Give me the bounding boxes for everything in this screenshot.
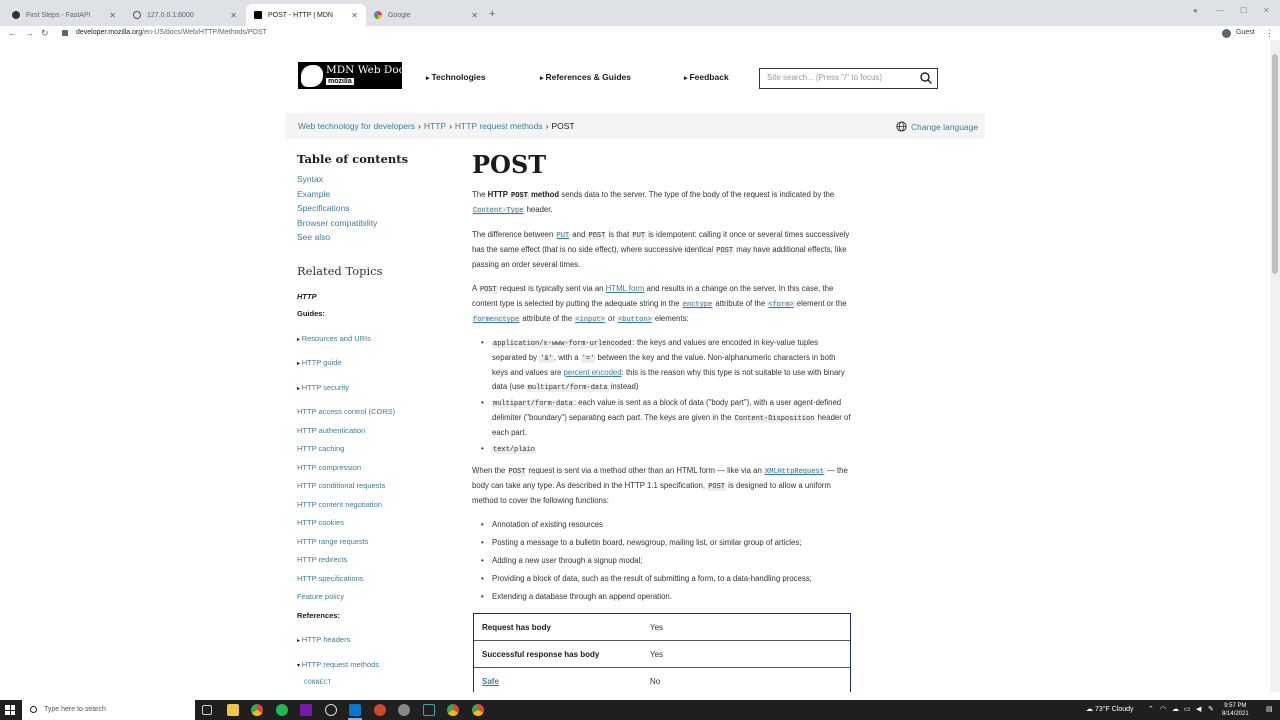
list-item: • multipart/form-data: each value is sent as a block of data ("body part"), with a user agent-defined delimiter ("boundary") separating each part. The keys are given in the Content-Disposition header of each part. bbox=[492, 396, 852, 440]
avatar-icon bbox=[1222, 29, 1231, 38]
close-tab-icon[interactable]: ✕ bbox=[109, 10, 116, 20]
sidebar-item-resources-uris[interactable]: ▸ Resources and URIs bbox=[297, 334, 371, 343]
globe-icon bbox=[896, 121, 907, 132]
nav-technologies[interactable]: ▸ Technologies bbox=[426, 72, 486, 82]
chrome-icon[interactable] bbox=[447, 704, 459, 716]
chrome-icon[interactable] bbox=[251, 704, 263, 716]
search-icon bbox=[30, 706, 37, 713]
spotify-icon[interactable] bbox=[276, 704, 288, 716]
sidebar-link[interactable]: HTTP authentication bbox=[297, 426, 366, 435]
address-bar[interactable] bbox=[56, 26, 1206, 40]
toc-link-see-also[interactable]: See also bbox=[297, 232, 331, 242]
other-method-paragraph: When the POST request is sent via a method other than an HTML form — like via an XMLHttpRequest — the body can take any type. As described in the HTTP 1.1 specification, POST is designed to allow a uniform method to cover the following functions: bbox=[472, 466, 848, 505]
close-tab-icon[interactable]: ✕ bbox=[230, 10, 237, 20]
maximize-icon[interactable]: ☐ bbox=[1240, 6, 1248, 15]
related-topics-heading: Related Topics bbox=[297, 264, 383, 278]
new-tab-button[interactable]: + bbox=[489, 8, 496, 20]
sidebar-item-http-guide[interactable]: ▸ HTTP guide bbox=[297, 358, 342, 367]
clock-time: 9:57 PM bbox=[1224, 703, 1247, 709]
google-favicon-icon bbox=[374, 11, 382, 19]
sidebar-guides-label: Guides: bbox=[297, 309, 325, 318]
tab-google[interactable] bbox=[366, 4, 486, 26]
list-item: • Posting a message to a bulletin board, newsgroup, mailing list, or similar group of articles; bbox=[492, 536, 852, 550]
sidebar-link[interactable]: Feature policy bbox=[297, 592, 345, 601]
safe-link[interactable]: Safe bbox=[482, 677, 499, 686]
notifications-icon[interactable]: ▤ bbox=[1266, 706, 1273, 713]
cloud-icon[interactable]: ☁ bbox=[1172, 706, 1179, 713]
breadcrumb-item[interactable]: Web technology for developers bbox=[298, 121, 416, 131]
toc-link-example[interactable]: Example bbox=[297, 189, 331, 199]
search-icon[interactable] bbox=[920, 72, 932, 84]
globe-favicon-icon bbox=[133, 11, 141, 19]
breadcrumb bbox=[285, 113, 985, 139]
powerpoint-icon[interactable] bbox=[374, 704, 386, 716]
sidebar-link[interactable]: HTTP range requests bbox=[297, 537, 369, 546]
profile-label: Guest bbox=[1236, 29, 1255, 36]
forward-icon[interactable]: → bbox=[25, 28, 34, 38]
logo-sub: mozilla bbox=[328, 78, 352, 85]
put-vs-post-paragraph: The difference between PUT and POST is that PUT is idempotent: calling it once or several times successively has the same effect (that is no side effect), where successive identical POST may have additional effects, like passing an order several times. bbox=[472, 230, 850, 269]
html-form-link[interactable]: HTML form bbox=[605, 284, 645, 293]
sidebar-link[interactable]: HTTP caching bbox=[297, 444, 345, 453]
windows-start-icon[interactable] bbox=[5, 705, 15, 715]
sidebar-link[interactable]: HTTP access control (CORS) bbox=[297, 407, 396, 416]
pen-icon[interactable]: ✎ bbox=[1208, 706, 1214, 713]
close-tab-icon[interactable]: ✕ bbox=[351, 10, 358, 20]
intro-paragraph: The HTTP POST method sends data to the server. The type of the body of the request is indicated by the Content-Type header. bbox=[472, 190, 835, 215]
toc-heading: Table of contents bbox=[297, 152, 409, 166]
browser-menu-icon[interactable]: ⋮ bbox=[1265, 28, 1274, 38]
tab-localhost[interactable] bbox=[125, 4, 245, 26]
list-item: • Extending a database through an append operation. bbox=[492, 590, 852, 604]
windows-taskbar bbox=[0, 700, 1280, 720]
volume-icon[interactable]: ◀ bbox=[1196, 706, 1202, 713]
taskbar-search-input[interactable] bbox=[22, 700, 195, 720]
reload-icon[interactable]: ↻ bbox=[41, 28, 49, 38]
sidebar-link[interactable]: HTTP conditional requests bbox=[297, 481, 386, 490]
chrome-icon[interactable] bbox=[472, 704, 484, 716]
url-host: developer.mozilla.org bbox=[76, 29, 143, 36]
list-item: • Providing a block of data, such as the result of submitting a form, to a data-handling process; bbox=[492, 572, 852, 586]
page-scrollbar[interactable] bbox=[1270, 40, 1280, 692]
breadcrumb-item[interactable]: HTTP bbox=[423, 121, 447, 131]
sidebar-item-http-security[interactable]: ▸ HTTP security bbox=[297, 383, 349, 392]
content-type-link[interactable]: Content-Type bbox=[473, 207, 524, 215]
browser-toolbar bbox=[0, 26, 1280, 40]
file-explorer-icon[interactable] bbox=[227, 704, 239, 716]
display-icon[interactable]: ▭ bbox=[1184, 706, 1191, 713]
app-window-icon[interactable] bbox=[423, 704, 435, 716]
taskbar-search-placeholder: Type here to search bbox=[44, 706, 106, 713]
sidebar-references-label: References: bbox=[297, 611, 340, 620]
mdn-favicon-icon bbox=[254, 11, 262, 19]
mdn-logo[interactable] bbox=[298, 62, 410, 89]
sidebar-link[interactable]: HTTP compression bbox=[297, 463, 362, 472]
lock-icon bbox=[62, 30, 68, 36]
sidebar-item-http-headers[interactable]: ▸ HTTP headers bbox=[297, 635, 350, 644]
list-item: • Adding a new user through a signup modal; bbox=[492, 554, 852, 568]
page-viewport bbox=[0, 40, 1280, 692]
tab-mdn-post[interactable] bbox=[246, 4, 366, 26]
table-row bbox=[474, 641, 850, 668]
sidebar-http[interactable]: HTTP bbox=[297, 292, 317, 301]
url-path: /en-US/docs/Web/HTTP/Methods/POST bbox=[142, 29, 267, 36]
onenote-icon[interactable] bbox=[300, 704, 312, 716]
table-value: No bbox=[650, 677, 661, 686]
close-tab-icon[interactable]: ✕ bbox=[471, 10, 478, 20]
fastapi-favicon-icon bbox=[12, 11, 20, 19]
page-title: POST bbox=[472, 150, 547, 179]
minimize-icon[interactable]: — bbox=[1216, 6, 1224, 15]
github-icon[interactable] bbox=[325, 704, 337, 716]
task-view-icon[interactable] bbox=[202, 705, 212, 715]
tray-overflow-icon[interactable]: ⌃ bbox=[1148, 706, 1154, 713]
button-element-link[interactable]: <button> bbox=[618, 316, 652, 324]
network-icon[interactable]: ◠ bbox=[1160, 706, 1167, 713]
clock[interactable] bbox=[1222, 702, 1249, 718]
back-icon[interactable]: ← bbox=[8, 28, 17, 38]
properties-table bbox=[473, 613, 851, 692]
table-value: Yes bbox=[650, 649, 664, 659]
vscode-icon[interactable] bbox=[349, 704, 361, 716]
logo-title: MDN Web Docs bbox=[326, 64, 410, 76]
site-search-input[interactable]: Site search... (Press "/" to focus) bbox=[759, 68, 938, 89]
breadcrumb-current: POST bbox=[551, 121, 575, 131]
toc-link-specifications[interactable]: Specifications bbox=[297, 203, 350, 213]
list-item: • application/x-www-form-urlencoded: the keys and values are encoded in key-value tuples separated by '&', with a '=' between the key and the value. Non-alphanumeric characters in both keys and values are percent encoded: this is the reason why this type is not suitable to use with binary data (use multipart/form-data instead) bbox=[492, 336, 852, 395]
table-key: Successful response has body bbox=[482, 649, 600, 659]
breadcrumb-item[interactable]: HTTP request methods bbox=[454, 121, 543, 131]
nav-feedback[interactable]: ▸ Feedback bbox=[684, 72, 729, 82]
table-row bbox=[474, 614, 850, 641]
input-element-link[interactable]: <input> bbox=[575, 316, 605, 324]
dino-head-icon bbox=[301, 65, 323, 87]
breadcrumb-separator: › bbox=[545, 121, 549, 131]
change-language-label: Change language bbox=[911, 121, 979, 132]
profile-button[interactable] bbox=[1222, 26, 1255, 40]
tab-title: Google bbox=[388, 11, 411, 19]
weather-text: 73°F Cloudy bbox=[1094, 706, 1134, 713]
toc-link-browser-compatibility[interactable]: Browser compatibility bbox=[297, 218, 378, 228]
form-element-link[interactable]: <form> bbox=[768, 301, 794, 309]
table-key: Request has body bbox=[482, 622, 551, 632]
breadcrumb-separator: › bbox=[418, 121, 421, 131]
tab-strip bbox=[0, 0, 1280, 26]
tab-title: First Steps - FastAPI bbox=[26, 11, 91, 19]
settings-gear-icon[interactable] bbox=[398, 704, 410, 716]
table-row bbox=[474, 668, 850, 692]
formenctype-link[interactable]: formenctype bbox=[473, 316, 520, 324]
enctype-link[interactable]: enctype bbox=[682, 301, 713, 309]
scrollbar-thumb[interactable] bbox=[1272, 54, 1278, 274]
sidebar-link[interactable]: HTTP content negotiation bbox=[297, 500, 382, 509]
tab-fastapi[interactable] bbox=[4, 4, 124, 26]
sidebar-item-connect[interactable]: CONNECT bbox=[304, 679, 332, 686]
list-item: • text/plain bbox=[492, 442, 852, 457]
percent-encoded-link[interactable]: percent encoded bbox=[563, 368, 622, 377]
tab-search-icon[interactable]: ● bbox=[1193, 6, 1198, 15]
sidebar-link[interactable]: HTTP redirects bbox=[297, 555, 348, 564]
sidebar-item-http-request-methods[interactable]: ▾ HTTP request methods bbox=[297, 660, 379, 669]
close-window-icon[interactable]: ✕ bbox=[1263, 6, 1270, 15]
change-language-button[interactable] bbox=[896, 121, 978, 132]
html-form-paragraph: A POST request is typically sent via an HTML form and results in a change on the server. In this case, the content type is selected by putting the adequate string in the enctype attribute of the <form> element or the formenctype attribute of the <input> or <button> elements: bbox=[472, 284, 847, 324]
tab-title: 127.0.0.1:8000 bbox=[147, 11, 194, 19]
sidebar-link[interactable]: HTTP specifications bbox=[297, 574, 364, 583]
clock-date: 8/14/2021 bbox=[1222, 711, 1249, 717]
breadcrumb-separator: › bbox=[449, 121, 452, 131]
sidebar-link[interactable]: HTTP cookies bbox=[297, 518, 344, 527]
list-item: • Annotation of existing resources bbox=[492, 518, 852, 532]
weather-widget[interactable]: ☁ 73°F Cloudy bbox=[1086, 706, 1134, 713]
toc-link-syntax[interactable]: Syntax bbox=[297, 174, 323, 184]
put-link[interactable]: PUT bbox=[556, 232, 570, 240]
table-value: Yes bbox=[650, 622, 664, 632]
nav-references-guides[interactable]: ▸ References & Guides bbox=[540, 72, 631, 82]
xmlhttprequest-link[interactable]: XMLHttpRequest bbox=[765, 468, 824, 476]
tab-title: POST - HTTP | MDN bbox=[268, 11, 333, 19]
